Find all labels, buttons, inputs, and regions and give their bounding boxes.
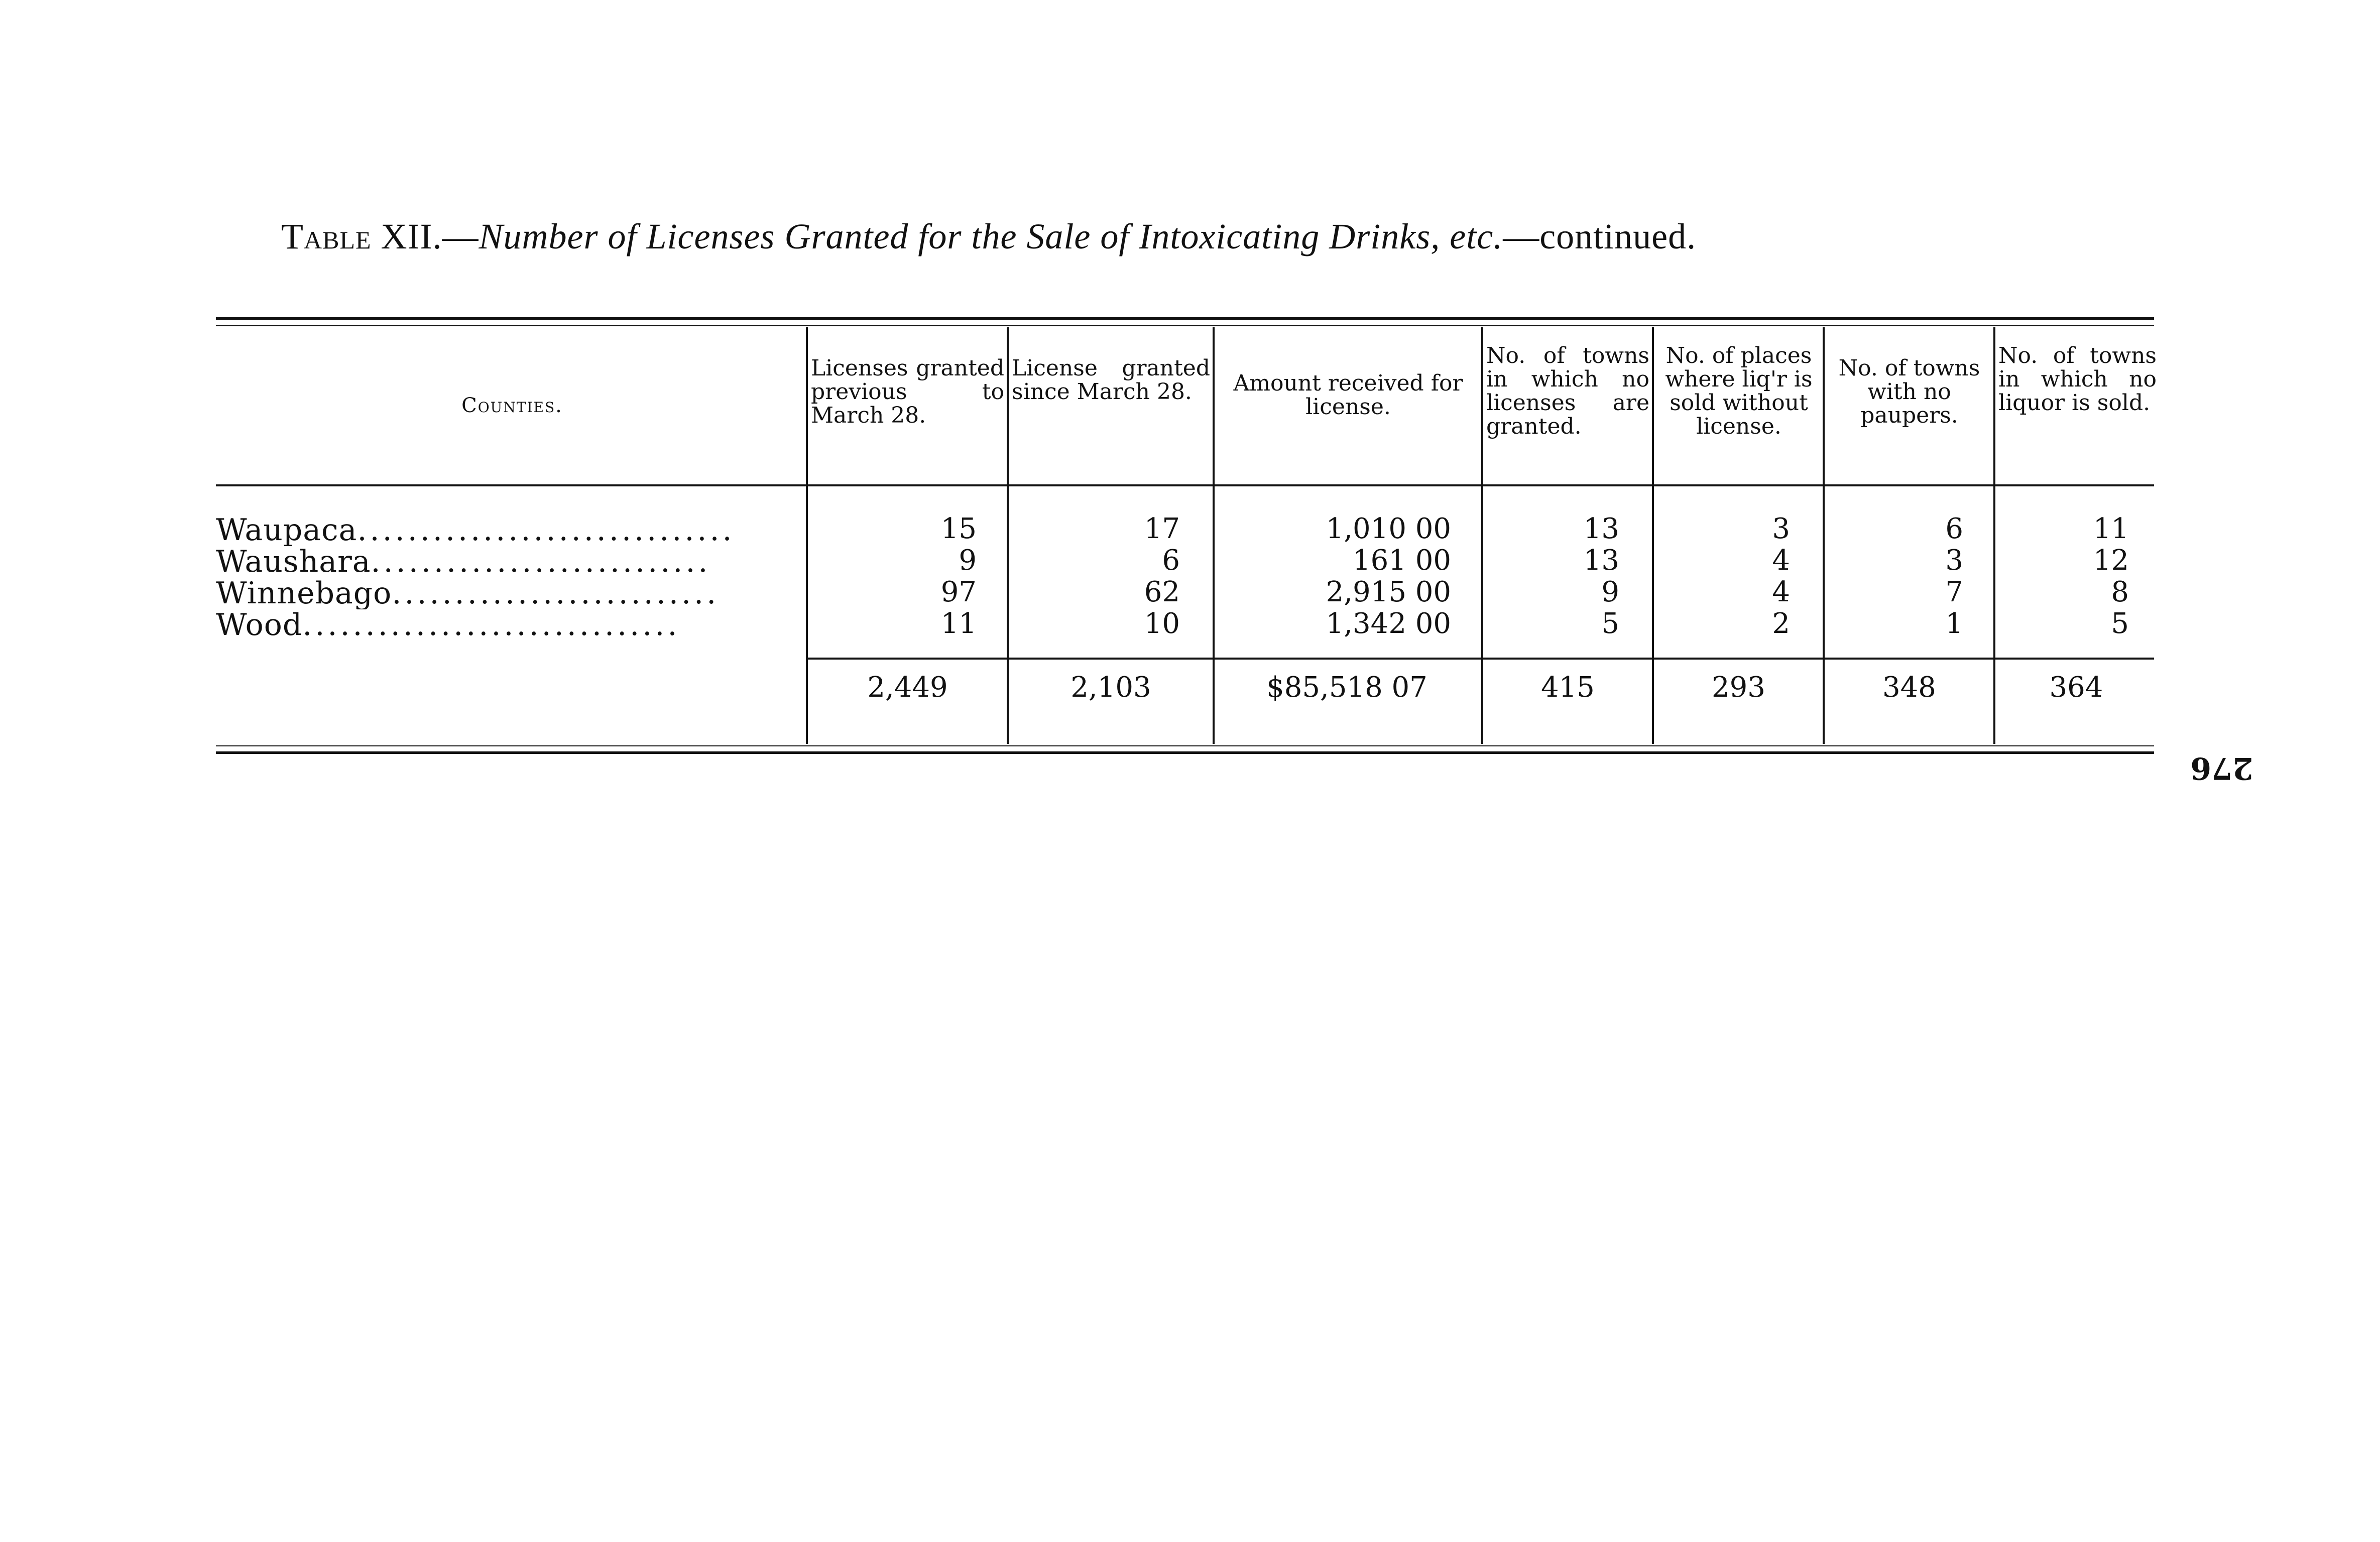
- table-cell: 97: [940, 576, 977, 608]
- total-towns-no-licenses: 415: [1541, 671, 1595, 704]
- table-cell: 5: [1601, 607, 1619, 640]
- table-cell: 1,010 00: [1326, 512, 1451, 545]
- table-cell: 11: [2093, 512, 2129, 545]
- total-amount: $85,518 07: [1266, 671, 1427, 704]
- totals-rule: [806, 658, 2154, 660]
- table-cell: 13: [1583, 512, 1619, 545]
- header-rule: [216, 484, 2154, 486]
- column-divider: [1823, 327, 1825, 744]
- table-cell: 10: [1144, 607, 1180, 640]
- table-cell: 9: [959, 544, 977, 577]
- top-rule-thick: [216, 317, 2154, 320]
- title-suffix: —continued.: [1503, 216, 1697, 256]
- table-title: [281, 216, 2139, 258]
- table-cell: 8: [2111, 576, 2129, 608]
- table-cell: 11: [940, 607, 977, 640]
- title-dash: —: [442, 216, 479, 256]
- column-divider: [1993, 327, 1995, 744]
- total-licenses-previous: 2,449: [867, 671, 948, 704]
- table-cell: 9: [1601, 576, 1619, 608]
- bottom-rule-thin: [216, 745, 2154, 746]
- table-cell: 5: [2111, 607, 2129, 640]
- column-divider: [1007, 327, 1009, 744]
- column-divider: [806, 327, 808, 744]
- title-italic: Number of Licenses Granted for the Sale of Intoxicating Drinks, etc.: [479, 216, 1503, 256]
- table-cell: 2,915 00: [1326, 576, 1451, 608]
- table-cell: 6: [1945, 512, 1963, 545]
- header-places-liquor-sold: No. of places where liq'r is sold without license.: [1665, 343, 1813, 439]
- table-cell: 161 00: [1353, 544, 1451, 577]
- table-cell: 7: [1945, 576, 1963, 608]
- total-licenses-since: 2,103: [1070, 671, 1151, 704]
- total-towns-no-paupers: 348: [1882, 671, 1936, 704]
- title-prefix: Table: [281, 216, 372, 256]
- header-licenses-since: License granted since March 28.: [1012, 355, 1210, 405]
- county-name: Waushara...........................: [216, 546, 711, 578]
- table-cell: 4: [1772, 576, 1790, 608]
- column-divider: [1652, 327, 1654, 744]
- table-cell: 62: [1144, 576, 1180, 608]
- table-cell: 2: [1772, 607, 1790, 640]
- header-towns-no-paupers: No. of towns with no paupers.: [1838, 355, 1980, 428]
- bottom-rule-thick: [216, 751, 2154, 754]
- county-name: Winnebago..........................: [216, 578, 720, 609]
- header-counties: Counties.: [461, 394, 563, 417]
- table-cell: 17: [1144, 512, 1180, 545]
- table-cell: 15: [940, 512, 977, 545]
- header-licenses-previous: Licenses granted previous to March 28.: [811, 355, 1004, 428]
- header-towns-no-licenses: No. of towns in which no licenses are granted.: [1486, 343, 1649, 439]
- table-cell: 1,342 00: [1326, 607, 1451, 640]
- table-cell: 1: [1945, 607, 1963, 640]
- table-cell: 4: [1772, 544, 1790, 577]
- county-name: Wood..............................: [216, 609, 680, 641]
- title-number: XII.: [381, 216, 442, 256]
- total-towns-no-liquor: 364: [2049, 671, 2103, 704]
- top-rule-thin: [216, 325, 2154, 326]
- header-towns-no-liquor: No. of towns in which no liquor is sold.: [1998, 343, 2157, 416]
- column-divider: [1481, 327, 1483, 744]
- table-cell: 13: [1583, 544, 1619, 577]
- page-number: 276: [2190, 750, 2253, 786]
- table-cell: 3: [1772, 512, 1790, 545]
- table-cell: 12: [2093, 544, 2129, 577]
- county-name: Waupaca..............................: [216, 515, 735, 546]
- table-cell: 3: [1945, 544, 1963, 577]
- header-amount: Amount received for license.: [1233, 370, 1463, 420]
- table-cell: 6: [1162, 544, 1180, 577]
- total-places-liquor-sold: 293: [1712, 671, 1765, 704]
- column-divider: [1213, 327, 1215, 744]
